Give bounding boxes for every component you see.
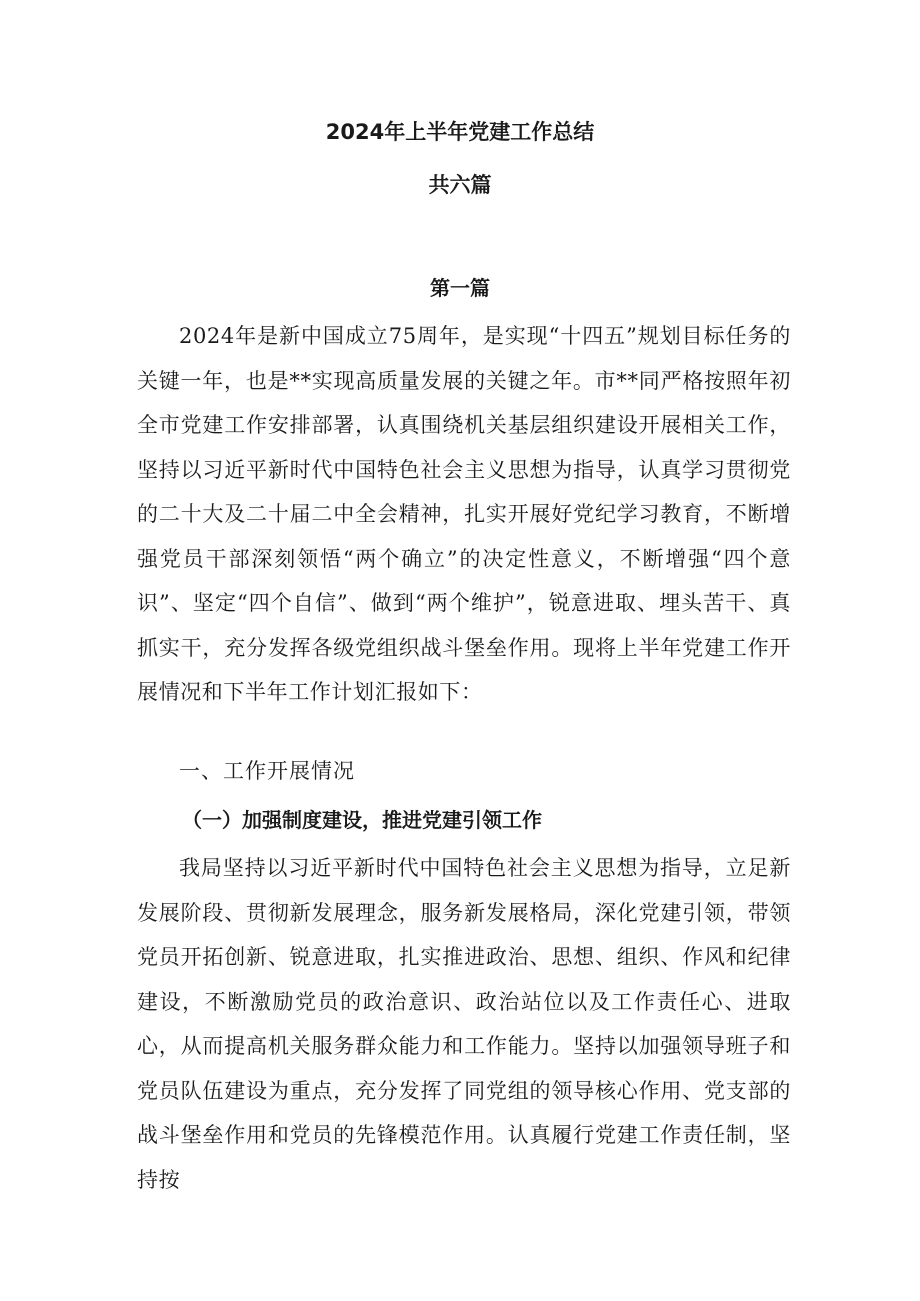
paragraph-intro: 2024年是新中国成立75周年，是实现“十四五”规划目标任务的关键一年，也是**实现高质量发展的关键之年。市**同严格按照年初全市党建工作安排部署，认真围绕机关基层组织建设开展相关工作，坚持以习近平新时代中国特色社会主义思想为指导，认真学习贯彻党的二十大及二十届二中全会精神，扎实开展好党纪学习教育，不断增强党员干部深刻领悟“两个确立”的决定性意义，不断增强“四个意识”、坚定“四个自信”、做到“两个维护”，锐意进取、埋头苦干、真抓实干，充分发挥各级党组织战斗堡垒作用。现将上半年党建工作开展情况和下半年工作计划汇报如下： xyxy=(137,324,791,704)
heading-work-status: 一、工作开展情况 xyxy=(179,759,355,783)
document-title: 2024年上半年党建工作总结 xyxy=(325,120,595,144)
document-subtitle: 共六篇 xyxy=(428,173,492,197)
heading-institution-building: （一）加强制度建设，推进党建引领工作 xyxy=(182,808,542,832)
paragraph-institution-building: 我局坚持以习近平新时代中国特色社会主义思想为指导，立足新发展阶段、贯彻新发展理念，服务新发展格局，深化党建引领，带领党员开拓创新、锐意进取，扎实推进政治、思想、组织、作风和纪律建设，不断激励党员的政治意识、政治站位以及工作责任心、进取心，从而提高机关服务群众能力和工作能力。坚持以加强领导班子和党员队伍建设为重点，充分发挥了同党组的领导核心作用、党支部的战斗堡垒作用和党员的先锋模范作用。认真履行党建工作责任制，坚持按 xyxy=(137,856,791,1192)
section-title: 第一篇 xyxy=(430,276,490,300)
